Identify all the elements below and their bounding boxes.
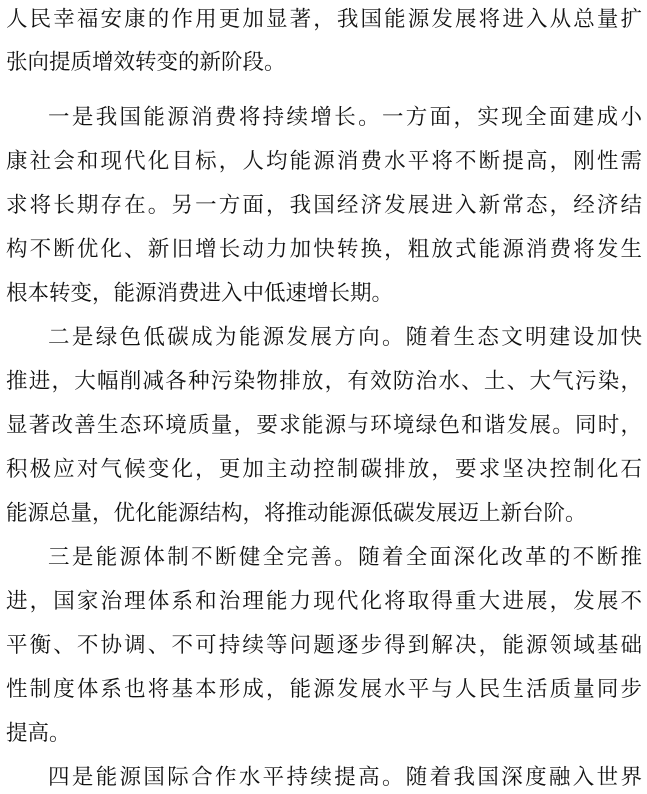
paragraph-1-first-line: 一是我国能源消费将持续增长。一方面，实现全面建成小	[48, 105, 642, 130]
text-line: 人民幸福安康的作用更加显著，我国能源发展将进入从总量扩	[6, 7, 642, 32]
text-line: 张向提质增效转变的新阶段。	[6, 50, 286, 75]
text-line: 显著改善生态环境质量，要求能源与环境绿色和谐发展。同时，	[6, 413, 642, 438]
text-line: 能源总量，优化能源结构，将推动能源低碳发展迈上新台阶。	[6, 501, 587, 526]
text-line: 平衡、不协调、不可持续等问题逐步得到解决，能源领域基础	[6, 633, 642, 658]
text-line: 求将长期存在。另一方面，我国经济发展进入新常态，经济结	[6, 193, 642, 218]
text-line: 进，国家治理体系和治理能力现代化将取得重大进展，发展不	[6, 589, 642, 614]
text-line: 根本转变，能源消费进入中低速增长期。	[6, 281, 394, 306]
text-line: 性制度体系也将基本形成，能源发展水平与人民生活质量同步	[6, 677, 642, 702]
paragraph-4-first-line: 四是能源国际合作水平持续提高。随着我国深度融入世界	[48, 765, 642, 790]
paragraph-3-first-line: 三是能源体制不断健全完善。随着全面深化改革的不断推	[48, 545, 642, 570]
text-line: 提高。	[6, 721, 71, 746]
text-line: 推进，大幅削减各种污染物排放，有效防治水、土、大气污染，	[6, 369, 642, 394]
text-line: 构不断优化、新旧增长动力加快转换，粗放式能源消费将发生	[6, 237, 642, 262]
text-line: 康社会和现代化目标，人均能源消费水平将不断提高，刚性需	[6, 149, 642, 174]
text-line: 积极应对气候变化，更加主动控制碳排放，要求坚决控制化石	[6, 457, 642, 482]
paragraph-2-first-line: 二是绿色低碳成为能源发展方向。随着生态文明建设加快	[48, 325, 642, 350]
